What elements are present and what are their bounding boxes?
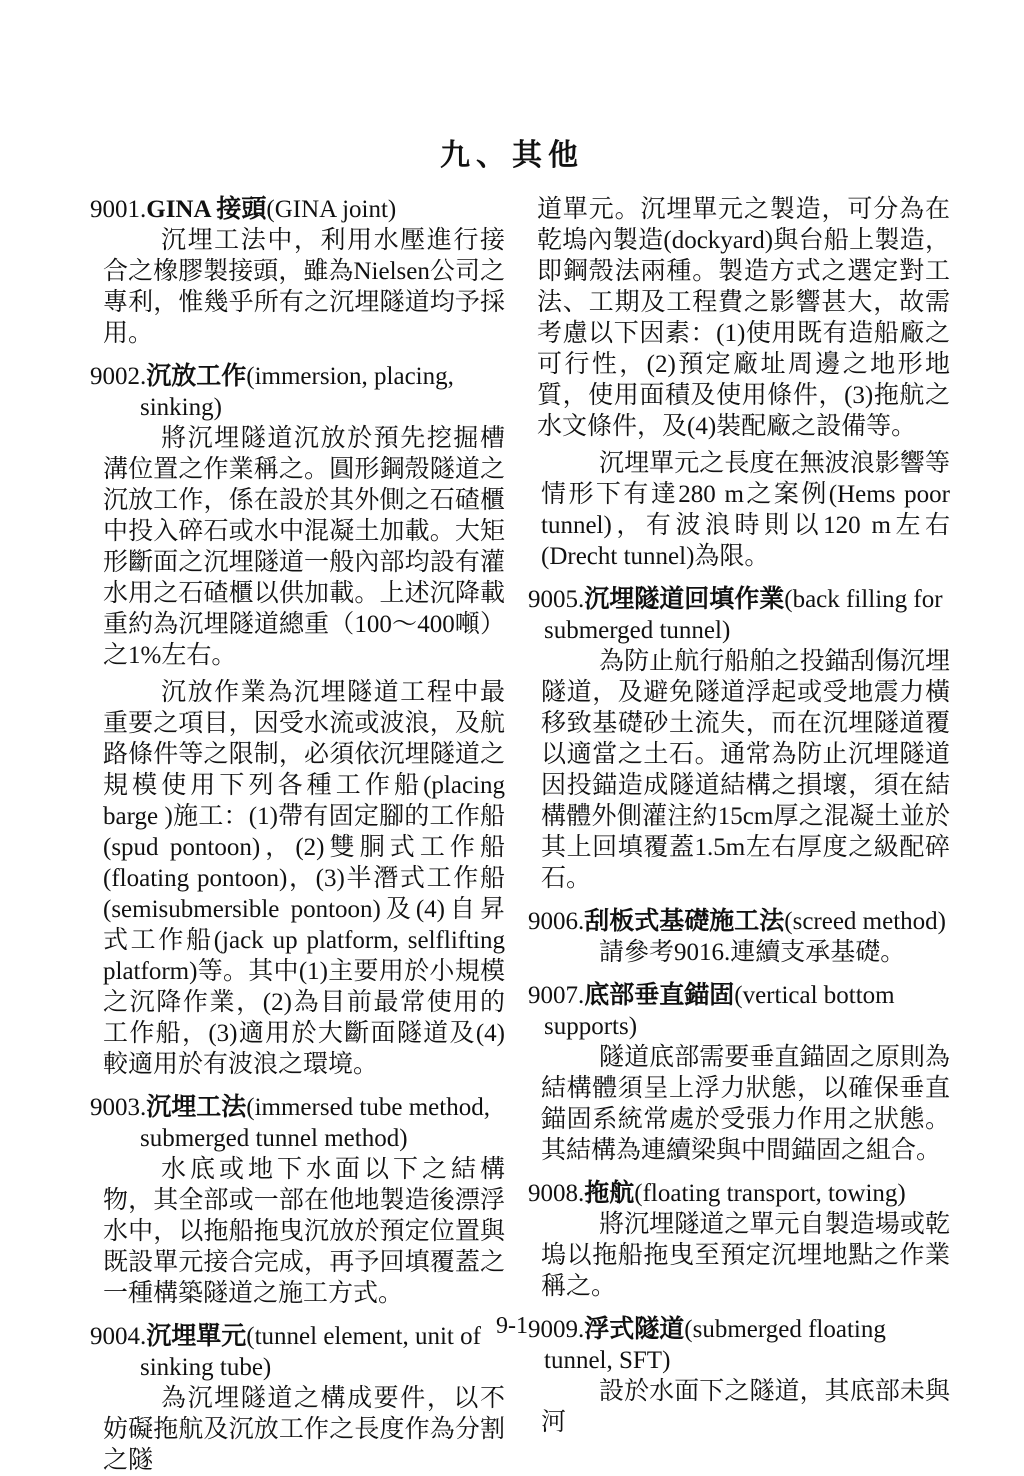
entry-english: (vertical bottom supports) — [544, 982, 895, 1040]
entry-term: GINA 接頭 — [146, 196, 267, 223]
entry-english: (floating transport, towing) — [634, 1180, 906, 1207]
entry-number: 9007. — [528, 982, 585, 1009]
glossary-entry-9006 — [528, 906, 950, 968]
text-columns — [0, 194, 1024, 1476]
entry-paragraph: 請參考9016.連續支承基礎。 — [599, 939, 906, 966]
entry-paragraph: 為沉埋隧道之構成要件，以不妨礙拖航及沉放工作之長度作為分割之隧 — [103, 1385, 505, 1474]
entry-english: (GINA joint) — [266, 196, 397, 223]
entry-term: 刮板式基礎施工法 — [584, 908, 785, 935]
entry-9004-continuation — [528, 194, 950, 572]
glossary-entry-9001 — [90, 194, 505, 349]
entry-heading — [528, 980, 950, 1042]
entry-english: (immersed tube method, submerged tunnel method) — [140, 1094, 490, 1152]
page-title: 九、其他 — [440, 139, 584, 172]
entry-paragraph: 沉放作業為沉埋隧道工程中最重要之項目，因受水流或波浪，及航路條件等之限制，必須依沉埋隧道之規模使用下列各種工作船(placing barge )施工：(1)帶有固定腳的工作船(spud pontoon)，(2)雙胴式工作船(floating pontoon)，(3)半潛式工作船(semisubmersible pontoon)及(4)自昇式工作船(jack up platform, selflifting platform)等。其中(1)主要用於小規模之沉降作業，(2)為目前最常使用的工作船，(3)適用於大斷面隧道及(4)較適用於有波浪之環境。 — [103, 679, 505, 1078]
entry-number: 9006. — [528, 908, 585, 935]
page-number: 9-1 — [496, 1313, 528, 1339]
glossary-entry-9008 — [528, 1178, 950, 1302]
continuation-paragraph: 道單元。沉埋單元之製造，可分為在乾塢內製造(dockyard)與台船上製造，即鋼殼法兩種。製造方式之選定對工法、工期及工程費之影響甚大，故需考慮以下因素：(1)使用既有造船廠之可行性，(2)預定廠址周邊之地形地質，使用面積及使用條件，(3)拖航之水文條件，及(4)裝配廠之設備等。 — [537, 196, 950, 440]
entry-number: 9001. — [90, 196, 147, 223]
entry-heading — [90, 361, 505, 423]
right-column — [528, 194, 950, 1438]
entry-paragraph: 將沉埋隧道之單元自製造場或乾塢以拖船拖曳至預定沉埋地點之作業稱之。 — [541, 1211, 950, 1300]
entry-paragraph: 設於水面下之隧道，其底部未與河 — [541, 1378, 950, 1436]
entry-heading — [90, 194, 505, 225]
entry-english: (tunnel element, unit of sinking tube) — [140, 1323, 481, 1381]
glossary-entry-9002 — [90, 361, 505, 1080]
entry-term: 沉放工作 — [146, 363, 247, 390]
entry-term: 浮式隧道 — [584, 1316, 685, 1343]
entry-heading — [528, 906, 950, 937]
entry-paragraph: 將沉埋隧道沉放於預先挖掘槽溝位置之作業稱之。圓形鋼殼隧道之沉放工作，係在設於其外側之石碴櫃中投入碎石或水中混凝土加載。大矩形斷面之沉埋隧道一般內部均設有灌水用之石碴櫃以供加載。上述沉降載重約為沉埋隧道總重（100～400噸）之1%左右。 — [103, 425, 505, 669]
continuation-paragraph: 沉埋單元之長度在無波浪影響等情形下有達280 m之案例(Hems poor tunnel)，有波浪時則以120 m左右(Drecht tunnel)為限。 — [541, 450, 950, 570]
entry-term: 沉埋工法 — [146, 1094, 247, 1121]
entry-english: (submerged floating tunnel, SFT) — [544, 1316, 886, 1374]
entry-english: (screed method) — [784, 908, 946, 935]
left-column — [90, 194, 505, 1476]
entry-english: (immersion, placing, sinking) — [140, 363, 454, 421]
entry-term: 拖航 — [584, 1180, 635, 1207]
entry-term: 沉埋隧道回填作業 — [584, 586, 785, 613]
entry-number: 9009. — [528, 1316, 585, 1343]
entry-number: 9002. — [90, 363, 147, 390]
entry-heading — [528, 1178, 950, 1209]
entry-paragraph: 隧道底部需要垂直錨固之原則為結構體須呈上浮力狀態，以確保垂直錨固系統常處於受張力作用之狀態。其結構為連續梁與中間錨固之組合。 — [541, 1044, 950, 1164]
entry-number: 9003. — [90, 1094, 147, 1121]
entry-paragraph: 為防止航行船舶之投錨刮傷沉埋隧道，及避免隧道浮起或受地震力橫移致基礎砂土流失，而在沉埋隧道覆以適當之土石。通常為防止沉埋隧道因投錨造成隧道結構之損壞，須在結構體外側灌注約15cm厚之混凝土並於其上回填覆蓋1.5m左右厚度之級配碎石。 — [541, 648, 950, 892]
entry-paragraph: 水底或地下水面以下之結構物，其全部或一部在他地製造後漂浮水中，以拖船拖曳沉放於預定位置與既設單元接合完成，再予回填覆蓋之一種構築隧道之施工方式。 — [103, 1156, 505, 1307]
entry-heading — [528, 584, 950, 646]
entry-heading — [90, 1092, 505, 1154]
entry-english: (back filling for submerged tunnel) — [544, 586, 943, 644]
entry-number: 9008. — [528, 1180, 585, 1207]
entry-number: 9004. — [90, 1323, 147, 1350]
glossary-entry-9003 — [90, 1092, 505, 1309]
entry-number: 9005. — [528, 586, 585, 613]
glossary-entry-9007 — [528, 980, 950, 1166]
entry-term: 沉埋單元 — [146, 1323, 247, 1350]
entry-term: 底部垂直錨固 — [584, 982, 735, 1009]
glossary-entry-9005 — [528, 584, 950, 894]
glossary-entry-9004 — [90, 1321, 505, 1476]
entry-paragraph: 沉埋工法中，利用水壓進行接合之橡膠製接頭，雖為Nielsen公司之專利，惟幾乎所有之沉埋隧道均予採用。 — [103, 227, 505, 347]
